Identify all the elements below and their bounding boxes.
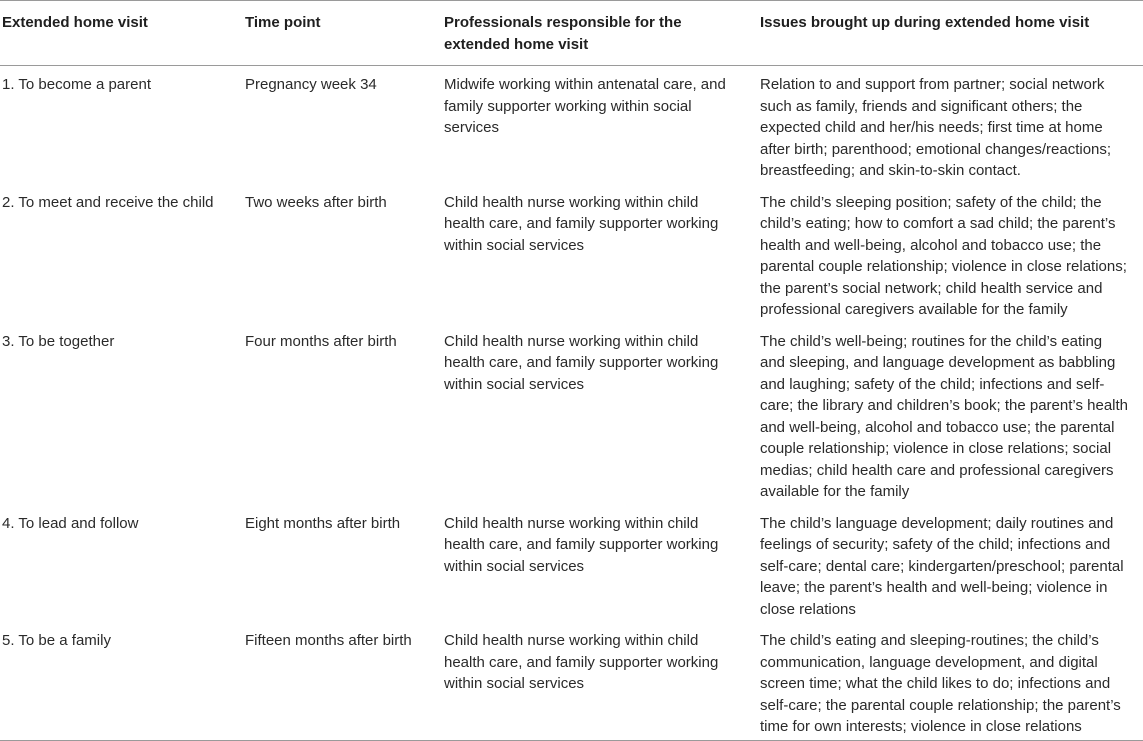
cell-time-point: Eight months after birth — [245, 514, 401, 532]
cell-visit: 4. To lead and follow — [2, 514, 139, 532]
header-extended-home-visit: Extended home visit — [2, 14, 148, 31]
cell-professionals: Child health nurse working within child health care, and family supporter working within social services — [444, 632, 719, 692]
cell-visit: 5. To be a family — [2, 632, 111, 649]
cell-issues: The child’s language development; daily routines and feelings of security; safety of the child; infections and self-care; dental care; kindergarten/preschool; parental leave; the parent’s health and well-being; violence in close relations — [760, 514, 1124, 618]
cell-professionals: Midwife working within antenatal care, and family supporter working within social services — [444, 76, 726, 136]
table-row — [0, 323, 1143, 505]
cell-time-point: Pregnancy week 34 — [245, 76, 377, 93]
cell-professionals: Child health nurse working within child health care, and family supporter working within social services — [444, 193, 719, 254]
cell-time-point: Four months after birth — [245, 332, 397, 350]
cell-issues: Relation to and support from partner; social network such as family, friends and significant others; the expected child and her/his needs; first time at home after birth; parenthood; emotional changes/reactions; breastfeeding; and skin-to-skin contact. — [760, 76, 1112, 179]
header-professionals: Professionals responsible for the extended home visit — [444, 14, 682, 53]
cell-professionals: Child health nurse working within child health care, and family supporter working within social services — [444, 332, 719, 393]
table-row — [0, 505, 1143, 623]
cell-time-point: Fifteen months after birth — [245, 632, 412, 649]
header-time-point: Time point — [245, 14, 321, 31]
cell-issues: The child’s eating and sleeping-routines; the child’s communication, language development, and digital screen time; what the child likes to do; infections and self-care; the parental couple relationship; the parent’s time for own interests; violence in close relations — [760, 632, 1121, 735]
cell-visit: 2. To meet and receive the child — [2, 193, 214, 211]
cell-issues: The child’s well-being; routines for the child’s eating and sleeping, and language development as babbling and laughing; safety of the child; infections and self-care; the library and children’s book; the parent’s health and well-being, alcohol and tobacco use; the parental couple relationship; violence in close relations; social medias; child health care and professional caregivers available for the family — [760, 332, 1129, 500]
cell-professionals: Child health nurse working within child health care, and family supporter working within social services — [444, 514, 719, 575]
cell-time-point: Two weeks after birth — [245, 193, 387, 211]
header-issues: Issues brought up during extended home visit — [760, 14, 1090, 31]
cell-issues: The child’s sleeping position; safety of the child; the child’s eating; how to comfort a sad child; the parent’s health and well-being, alcohol and tobacco use; the parental couple relationship; violence in close relations; the parent’s social network; child health service and professional caregivers available for the family — [760, 193, 1127, 318]
table-row — [0, 66, 1143, 184]
table-body — [0, 66, 1143, 741]
cell-visit: 1. To become a parent — [2, 76, 151, 93]
table-row — [0, 184, 1143, 323]
table-header — [0, 1, 1143, 66]
table-row — [0, 622, 1143, 740]
cell-visit: 3. To be together — [2, 332, 115, 350]
header-row — [0, 1, 1143, 66]
